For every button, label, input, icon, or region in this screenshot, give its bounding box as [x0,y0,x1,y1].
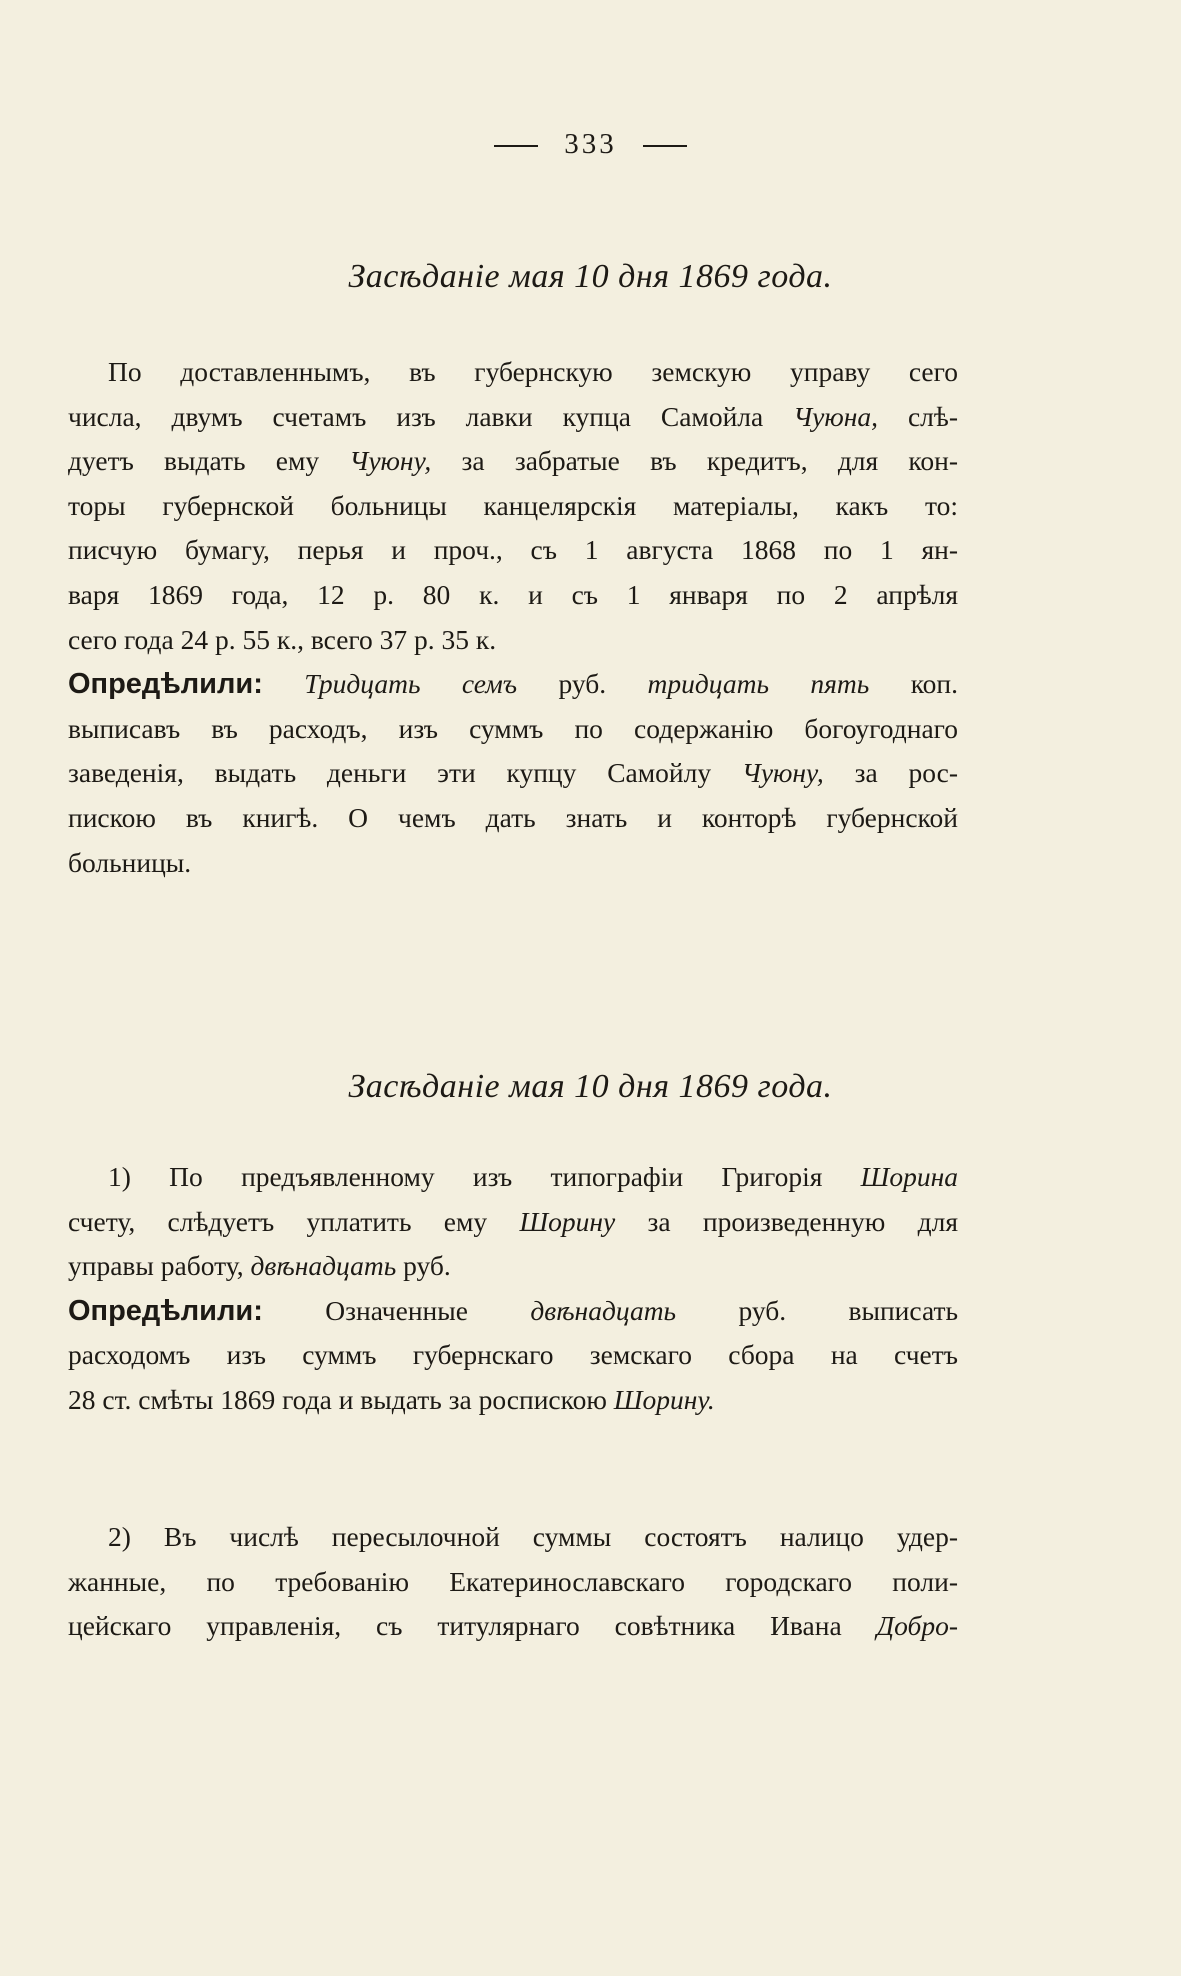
text-line: выписавъ въ расходъ, изъ суммъ по содержанію богоугоднаго [68,712,958,744]
resolution-line: Опредѣлили: Тридцать семъ руб. тридцать пять коп. [68,668,959,701]
text-line: заведенія, выдать деньги эти купцу Самойлу Чуюну, за рос- [68,757,958,789]
text-line: счету, слѣдуетъ уплатить ему Шорину за произведенную для [68,1205,958,1237]
section2-item1 [68,1155,958,1423]
text-line: 2) Въ числѣ пересылочной суммы состоятъ налицо удер- [108,1521,958,1552]
text-line: расходомъ изъ суммъ губернскаго земскаго сбора на счетъ [68,1339,958,1371]
page-number [0,128,1181,161]
text-line: По доставленнымъ, въ губернскую земскую управу сего [108,356,958,387]
text-line: варя 1869 года, 12 р. 80 к. и съ 1 января по 2 апрѣля [68,578,958,610]
resolution-line: Опредѣлили: Означенные двѣнадцать руб. выписать [68,1294,958,1327]
text-line: сего года 24 р. 55 к., всего 37 р. 35 к. [68,623,497,655]
right-dash [643,145,687,147]
text-line: числа, двумъ счетамъ изъ лавки купца Самойла Чуюна, слѣ- [68,400,958,432]
text-line: писчую бумагу, перья и проч., съ 1 августа 1868 по 1 ян- [68,534,958,566]
section2-item2 [68,1515,958,1649]
resolution-label: Опредѣлили: [68,668,263,701]
section1-body [68,350,958,885]
section1-heading: Засѣданіе мая 10 дня 1869 года. [348,258,833,295]
left-dash [494,145,538,147]
text-line: 28 ст. смѣты 1869 года и выдать за роспискою Шорину. [68,1383,715,1415]
text-line: жанные, по требованію Екатеринославскаго городскаго поли- [68,1565,958,1597]
text-line: 1) По предъявленному изъ типографіи Григорія Шорина [108,1161,958,1192]
text-line: цейскаго управленія, съ титулярнаго совѣтника Ивана Добро- [68,1610,958,1642]
page-number-text: 333 [564,128,617,160]
text-line: больницы. [68,846,192,878]
text-line: торы губернской больницы канцелярскія матеріалы, какъ то: [68,489,958,521]
resolution-label: Опредѣлили: [68,1294,263,1327]
text-line: управы работу, двѣнадцать руб. [68,1250,451,1282]
text-line: дуетъ выдать ему Чуюну, за забратые въ кредитъ, для кон- [68,445,959,477]
section2-heading: Засѣданіе мая 10 дня 1869 года. [348,1068,833,1105]
text-line: пискою въ книгѣ. О чемъ дать знать и конторѣ губернской [68,801,958,833]
